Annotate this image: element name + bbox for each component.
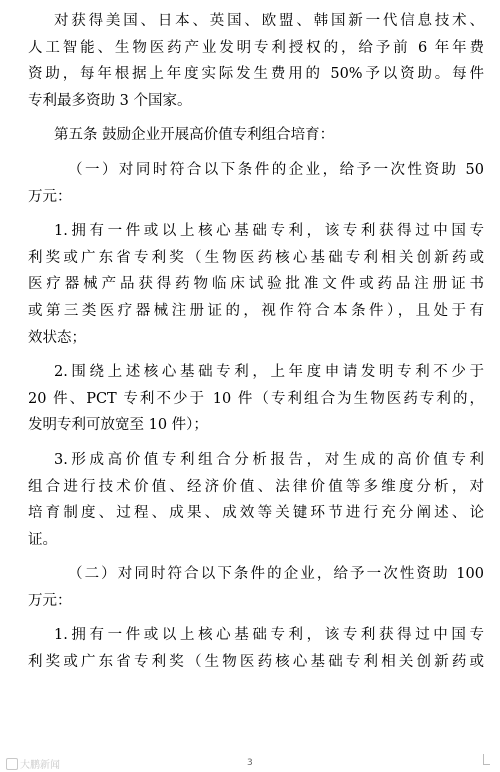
newspaper-icon	[6, 758, 18, 770]
text-line: 1.拥有一件或以上核心基础专利，该专利获得过中国专	[54, 627, 484, 644]
clause-2-heading	[28, 561, 484, 614]
text-line: （二）对同时符合以下条件的企业，给予一次性资助 100	[68, 566, 484, 583]
text-line: 万元：	[28, 188, 72, 205]
article-5-heading	[28, 122, 484, 149]
watermark-text: 大鹏新闻	[20, 760, 60, 771]
text-line: 对获得美国、日本、英国、欧盟、韩国新一代信息技术、	[54, 13, 484, 29]
text-line: 20 件、PCT 专利不少于 10 件（专利组合为生物医药专利的，	[28, 390, 484, 407]
page-footer	[0, 754, 500, 772]
text-line: 或第三类医疗器械注册证的，视作符合本条件），且处于有	[28, 302, 484, 319]
document-body	[28, 8, 484, 676]
text-line: 证。	[28, 531, 57, 548]
text-line: 专利最多资助 3 个国家。	[28, 92, 192, 109]
text-line: （一）对同时符合以下条件的企业，给予一次性资助 50	[68, 161, 484, 178]
text-line: 医疗器械产品获得药物临床试验批准文件或药品注册证书	[28, 276, 484, 293]
clause-2-item-1	[28, 622, 484, 675]
text-line: 2.围绕上述核心基础专利，上年度申请发明专利不少于	[54, 364, 484, 381]
page-number: 3	[247, 758, 253, 768]
clause-1-item-2	[28, 359, 484, 439]
text-line: 利奖或广东省专利奖（生物医药核心基础专利相关创新药或	[28, 654, 484, 671]
text-line: 发明专利可放宽至 10 件）；	[28, 417, 208, 434]
text-line: 组合进行技术价值、经济价值、法律价值等多维度分析，对	[28, 478, 484, 495]
paragraph-overseas-annuity	[28, 8, 484, 114]
text-line: 利奖或广东省专利奖（生物医药核心基础专利相关创新药或	[28, 249, 484, 266]
text-line: 资助，每年根据上年度实际发生费用的 50%予以资助。每件	[28, 66, 484, 83]
clause-1-item-1	[28, 218, 484, 351]
text-line: 万元：	[28, 592, 72, 609]
text-line: 培育制度、过程、成果、成效等关键环节进行充分阐述、论	[28, 505, 484, 522]
page-corner-mark	[483, 754, 490, 765]
text-line: 3.形成高价值专利组合分析报告，对生成的高价值专利	[54, 451, 484, 468]
text-line: 1.拥有一件或以上核心基础专利，该专利获得过中国专	[54, 223, 484, 240]
watermark	[6, 756, 60, 771]
text-line: 第五条 鼓励企业开展高价值专利组合培育：	[54, 127, 335, 144]
text-line: 人工智能、生物医药产业发明专利授权的，给予前 6 年年费	[28, 39, 484, 56]
text-line: 效状态；	[28, 329, 86, 346]
clause-1-item-3	[28, 447, 484, 553]
clause-1-heading	[28, 157, 484, 210]
